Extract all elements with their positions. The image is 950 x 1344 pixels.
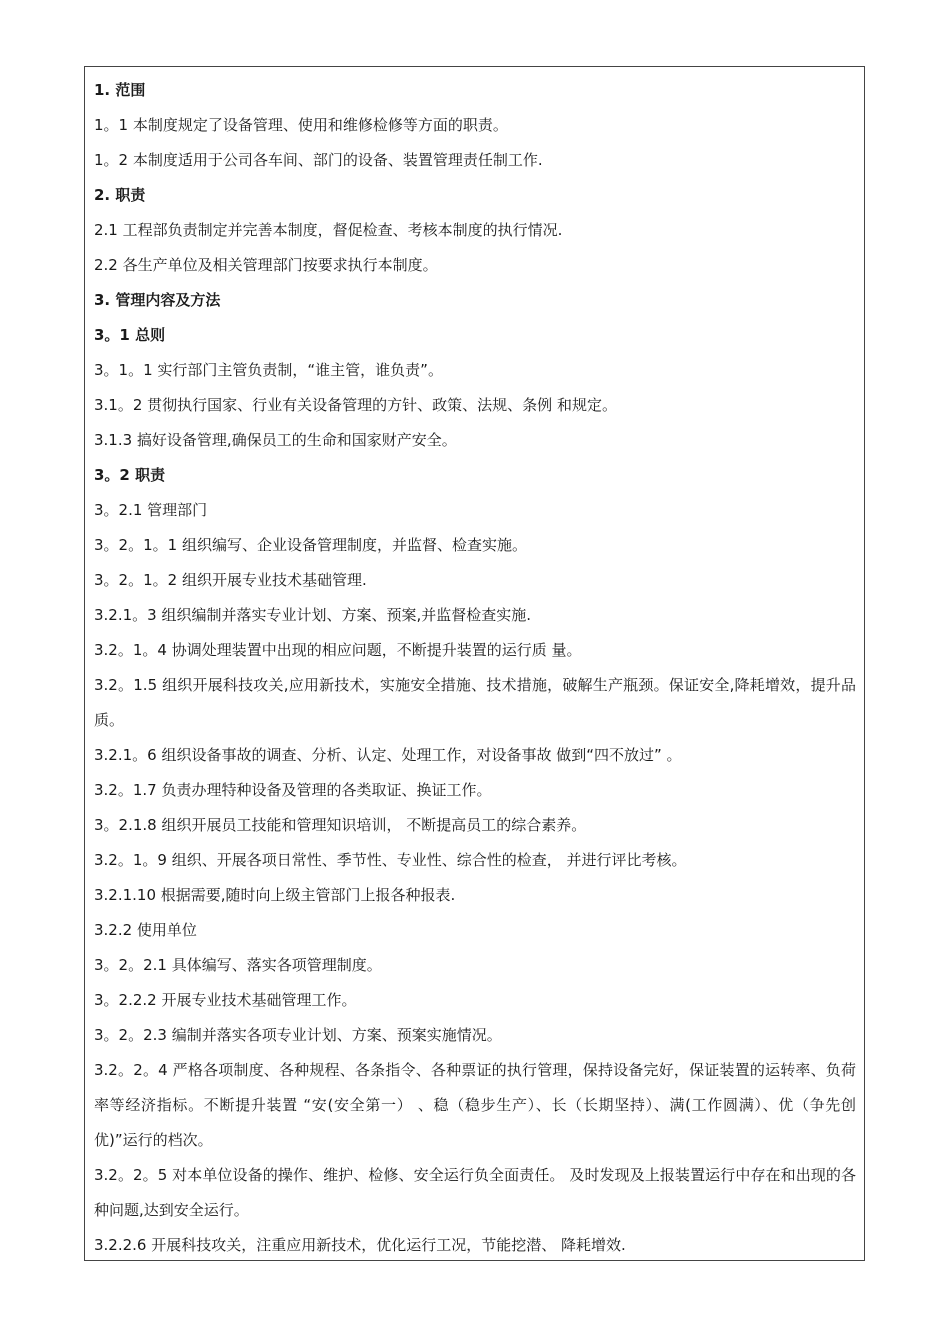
- text-line: 3。2。2.3 编制并落实各项专业计划、方案、预案实施情况。: [94, 1026, 502, 1044]
- text-line: 1。2 本制度适用于公司各车间、部门的设备、装置管理责任制工作.: [94, 151, 543, 169]
- document-body: [94, 73, 856, 1263]
- paragraph: 3.2。2。5 对本单位设备的操作、维护、检修、安全运行负全面责任。 及时发现及上报装置运行中存在和出现的各种问题,达到安全运行。: [94, 1166, 856, 1219]
- text-line: 3。1。1 实行部门主管负责制，“谁主管，谁负责”。: [94, 361, 443, 379]
- text-line: 3.1.3 搞好设备管理,确保员工的生命和国家财产安全。: [94, 431, 457, 449]
- text-line: 3。2。1。2 组织开展专业技术基础管理.: [94, 571, 367, 589]
- section-heading: 1. 范围: [94, 81, 146, 99]
- paragraph: 3.2。1.5 组织开展科技攻关,应用新技术，实施安全措施、技术措施，破解生产瓶颈。保证安全,降耗增效，提升品质。: [94, 676, 856, 729]
- text-line: 3.2.1.10 根据需要,随时向上级主管部门上报各种报表.: [94, 886, 456, 904]
- section-heading: 2. 职责: [94, 186, 146, 204]
- text-line: 3.2。1.7 负责办理特种设备及管理的各类取证、换证工作。: [94, 781, 492, 799]
- text-line: 3。2。2.1 具体编写、落实各项管理制度。: [94, 956, 382, 974]
- text-line: 3.2.1。6 组织设备事故的调查、分析、认定、处理工作，对设备事故 做到“四不放过” 。: [94, 746, 682, 764]
- text-line: 2.2 各生产单位及相关管理部门按要求执行本制度。: [94, 256, 438, 274]
- paragraph: 3.2。2。4 严格各项制度、各种规程、各条指令、各种票证的执行管理，保持设备完好，保证装置的运转率、负荷率等经济指标。不断提升装置 “安(安全第一） 、稳（稳步生产）、长（长期坚持）、满(工作圆满）、优（争先创优)”运行的档次。: [94, 1061, 856, 1149]
- text-line: 3。2.1.8 组织开展员工技能和管理知识培训， 不断提高员工的综合素养。: [94, 816, 587, 834]
- text-line: 3.2.2 使用单位: [94, 921, 197, 939]
- text-line: 3.2。1。4 协调处理装置中出现的相应问题，不断提升装置的运行质 量。: [94, 641, 582, 659]
- text-line: 1。1 本制度规定了设备管理、使用和维修检修等方面的职责。: [94, 116, 508, 134]
- section-heading: 3。1 总则: [94, 326, 166, 344]
- text-line: 3.1。2 贯彻执行国家、行业有关设备管理的方针、政策、法规、条例 和规定。: [94, 396, 617, 414]
- text-line: 3.2.1。3 组织编制并落实专业计划、方案、预案,并监督检查实施.: [94, 606, 532, 624]
- text-line: 3。2。1。1 组织编写、企业设备管理制度，并监督、检查实施。: [94, 536, 527, 554]
- section-heading: 3。2 职责: [94, 466, 166, 484]
- text-line: 3。2.2.2 开展专业技术基础管理工作。: [94, 991, 357, 1009]
- text-line: 2.1 工程部负责制定并完善本制度，督促检查、考核本制度的执行情况.: [94, 221, 563, 239]
- text-line: 3.2.2.6 开展科技攻关，注重应用新技术，优化运行工况，节能挖潜、 降耗增效.: [94, 1236, 626, 1254]
- text-line: 3.2。1。9 组织、开展各项日常性、季节性、专业性、综合性的检查， 并进行评比考核。: [94, 851, 687, 869]
- section-heading: 3. 管理内容及方法: [94, 291, 221, 309]
- text-line: 3。2.1 管理部门: [94, 501, 208, 519]
